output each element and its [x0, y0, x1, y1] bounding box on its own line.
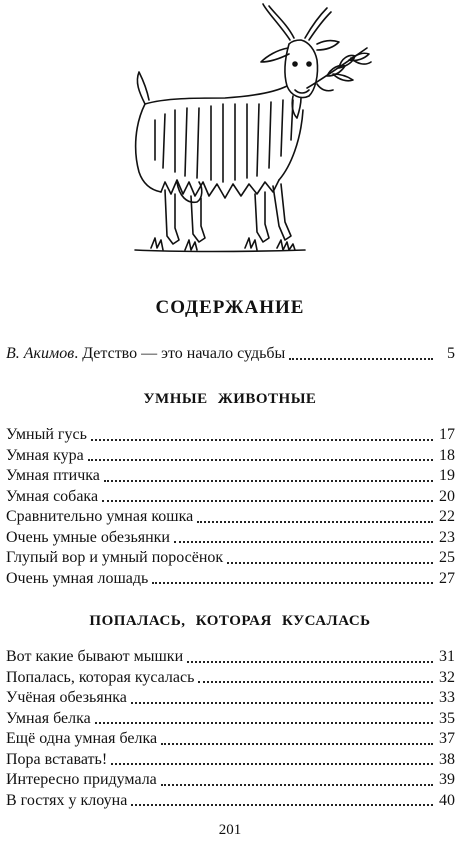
toc-entry[interactable]: [6, 647, 455, 668]
toc-entry[interactable]: [6, 791, 455, 812]
dot-leader: [227, 562, 433, 564]
toc-entry-title: Умная белка: [6, 709, 91, 727]
dot-leader: [161, 743, 433, 745]
author-name: В. Акимов: [6, 345, 75, 362]
dot-leader: [91, 439, 433, 441]
toc-page-number: 5: [447, 345, 455, 362]
toc-page-number: 40: [439, 791, 455, 809]
toc-entry-label: [6, 344, 285, 365]
toc-entry-title: Сравнительно умная кошка: [6, 508, 194, 525]
dot-leader: [88, 459, 433, 461]
toc-page-number: 17: [439, 426, 455, 443]
toc-page-number: 33: [439, 689, 455, 706]
toc-page-number: 18: [439, 446, 455, 464]
toc-page-number: 39: [439, 771, 455, 788]
goat-illustration: [95, 0, 385, 262]
toc-entry-intro[interactable]: [6, 344, 455, 365]
section-1-entries: [6, 425, 455, 589]
toc-page-number: 38: [439, 750, 455, 768]
toc-entry[interactable]: [6, 528, 455, 549]
toc-entry-title: Вот какие бывают мышки: [6, 648, 184, 665]
dot-leader: [197, 521, 433, 523]
toc-entry-title: Очень умная лошадь: [6, 569, 149, 587]
toc-page-number: 22: [439, 508, 455, 525]
dot-leader: [198, 681, 433, 683]
dot-leader: [104, 480, 433, 482]
toc-page-number: 27: [439, 569, 455, 587]
toc-page-number: 23: [439, 528, 455, 546]
toc-entry-title: Умная птичка: [6, 467, 100, 484]
toc-entry[interactable]: [6, 709, 455, 730]
dot-leader: [111, 763, 433, 765]
toc-page-number: 19: [439, 467, 455, 484]
toc-entry-title: Учёная обезьянка: [6, 689, 127, 706]
dot-leader: [289, 358, 433, 360]
toc-entry[interactable]: [6, 507, 455, 528]
toc-entry[interactable]: [6, 750, 455, 771]
toc-entry-title: Умная собака: [6, 487, 99, 505]
toc-entry-title: Очень умные обезьянки: [6, 528, 170, 546]
section-2-entries: [6, 647, 455, 811]
toc-entry[interactable]: [6, 668, 455, 689]
toc-entry-title: Глупый вор и умный поросёнок: [6, 549, 224, 566]
contents-title: СОДЕРЖАНИЕ: [155, 297, 305, 318]
toc-entry-title: Умный гусь: [6, 426, 87, 443]
toc-entry[interactable]: [6, 425, 455, 446]
toc-entry[interactable]: [6, 548, 455, 569]
dot-leader: [102, 500, 433, 502]
toc-page-number: 25: [439, 549, 455, 566]
section-heading-caught-biter: ПОПАЛАСЬ, КОТОРАЯ КУСАЛАСЬ: [89, 613, 371, 629]
toc-entry-title: Пора вставать!: [6, 750, 108, 768]
toc-page-number: 35: [439, 709, 455, 727]
toc-entry[interactable]: [6, 569, 455, 590]
dot-leader: [152, 582, 433, 584]
toc-entry-title: Умная кура: [6, 446, 84, 464]
page-number: 201: [218, 822, 242, 838]
toc-entry[interactable]: [6, 688, 455, 709]
toc-entry[interactable]: [6, 729, 455, 750]
intro-entry-list: [6, 344, 455, 365]
toc-entry-title: Интересно придумала: [6, 771, 157, 788]
intro-title: . Детство — это начало судьбы: [74, 345, 286, 362]
toc-page-number: 32: [439, 668, 455, 686]
section-heading-smart-animals: УМНЫЕ ЖИВОТНЫЕ: [143, 391, 317, 407]
dot-leader: [174, 541, 433, 543]
dot-leader: [187, 661, 433, 663]
dot-leader: [131, 702, 433, 704]
toc-entry-title: Ещё одна умная белка: [6, 730, 158, 747]
toc-page-number: 20: [439, 487, 455, 505]
toc-page-number: 37: [439, 730, 455, 747]
dot-leader: [161, 784, 433, 786]
dot-leader: [95, 722, 433, 724]
toc-entry[interactable]: [6, 487, 455, 508]
toc-entry-title: Попалась, которая кусалась: [6, 668, 195, 686]
toc-entry-title: В гостях у клоуна: [6, 791, 128, 809]
dot-leader: [131, 804, 433, 806]
toc-entry[interactable]: [6, 466, 455, 487]
toc-entry[interactable]: [6, 446, 455, 467]
toc-entry[interactable]: [6, 770, 455, 791]
toc-page-number: 31: [439, 648, 455, 665]
